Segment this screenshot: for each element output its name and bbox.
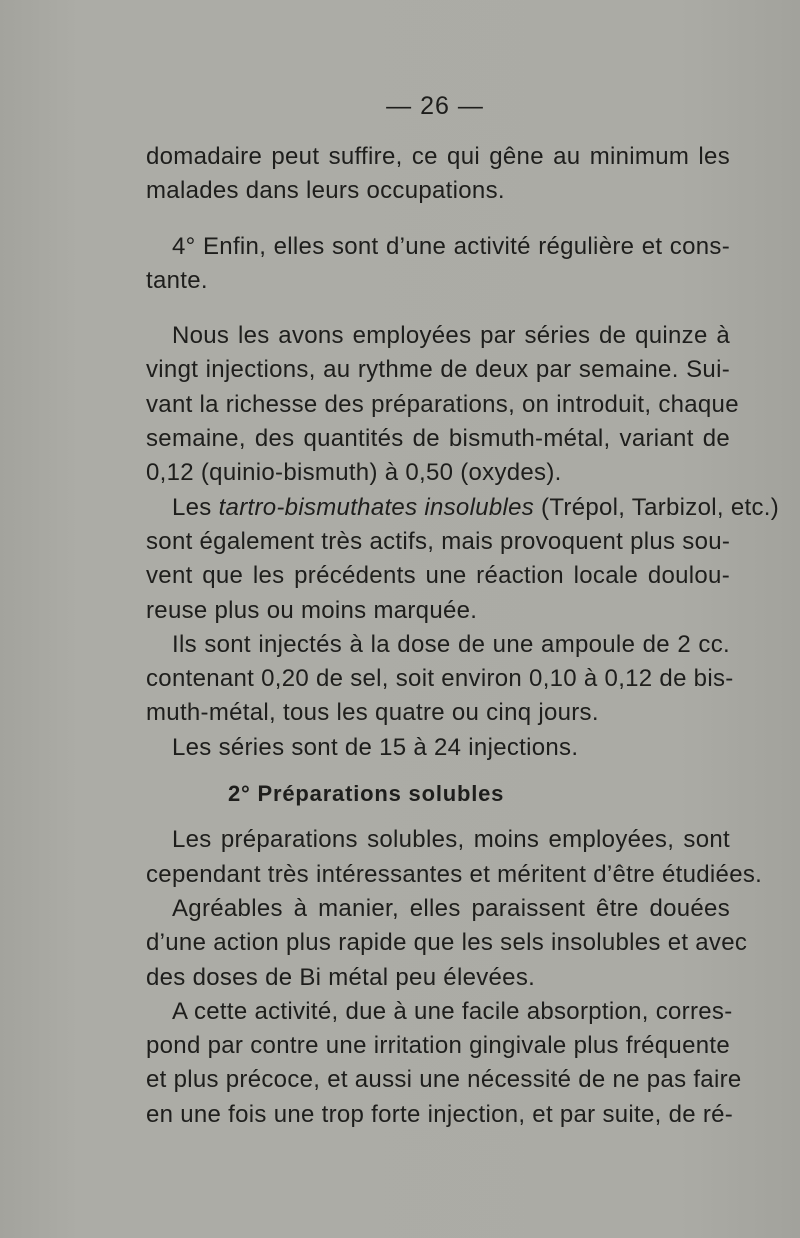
text-line: d’une action plus rapide que les sels insolubles et avec — [146, 929, 748, 957]
text-line: contenant 0,20 de sel, soit environ 0,10 à 0,12 de bis- — [146, 665, 734, 693]
text-line: Les séries sont de 15 à 24 injections. — [172, 733, 579, 761]
text-run: Les — [172, 493, 219, 521]
paragraph — [146, 731, 730, 765]
text-line: 4° Enfin, elles sont d’une activité régulière et cons- — [172, 232, 730, 260]
paragraph — [146, 140, 730, 209]
text-line: Agréables à manier, elles paraissent être douées — [172, 894, 730, 922]
text-line: semaine, des quantités de bismuth-métal, variant de — [146, 425, 730, 453]
text-line — [146, 491, 780, 525]
paragraph — [146, 823, 763, 892]
text-line: vingt injections, au rythme de deux par semaine. Sui- — [146, 356, 730, 384]
text-line: pond par contre une irritation gingivale plus fréquente — [146, 1032, 730, 1060]
text-line: tante. — [146, 266, 208, 294]
paragraph — [146, 491, 780, 628]
text-line: Ils sont injectés à la dose de une ampoule de 2 cc. — [172, 630, 730, 658]
text-line: A cette activité, due à une facile absorption, corres- — [172, 997, 733, 1025]
italic-term: tartro-bismuthates insolubles — [218, 493, 535, 521]
text-line: 0,12 (quinio-bismuth) à 0,50 (oxydes). — [146, 459, 562, 487]
text-line: reuse plus ou moins marquée. — [146, 596, 478, 624]
paragraph — [146, 230, 730, 299]
text-run: (Trépol, Tarbizol, etc.) — [534, 493, 780, 521]
paragraph — [146, 892, 748, 995]
text-line: des doses de Bi métal peu élevées. — [146, 963, 536, 991]
text-line: malades dans leurs occupations. — [146, 177, 505, 205]
text-line: vent que les précédents une réaction locale doulou- — [146, 562, 730, 590]
section-heading: 2° Préparations solubles — [228, 781, 505, 807]
text-line: domadaire peut suffire, ce qui gêne au minimum les — [146, 143, 730, 170]
paragraph — [146, 995, 742, 1132]
text-line: en une fois une trop forte injection, et par suite, de ré- — [146, 1100, 734, 1128]
text-line: cependant très intéressantes et méritent d’être étudiées. — [146, 860, 763, 888]
text-line: et plus précoce, et aussi une nécessité de ne pas faire — [146, 1066, 742, 1094]
text-line: sont également très actifs, mais provoquent plus sou- — [146, 527, 731, 555]
text-line: muth-métal, tous les quatre ou cinq jours. — [146, 699, 599, 727]
page-number: — 26 — — [386, 92, 484, 120]
text-line: Nous les avons employées par séries de quinze à — [172, 322, 730, 350]
paragraph — [146, 628, 734, 731]
text-line: vant la richesse des préparations, on introduit, chaque — [146, 390, 739, 418]
body-text — [146, 140, 780, 1132]
paragraph — [146, 319, 739, 490]
text-line: Les préparations solubles, moins employées, sont — [172, 826, 730, 854]
